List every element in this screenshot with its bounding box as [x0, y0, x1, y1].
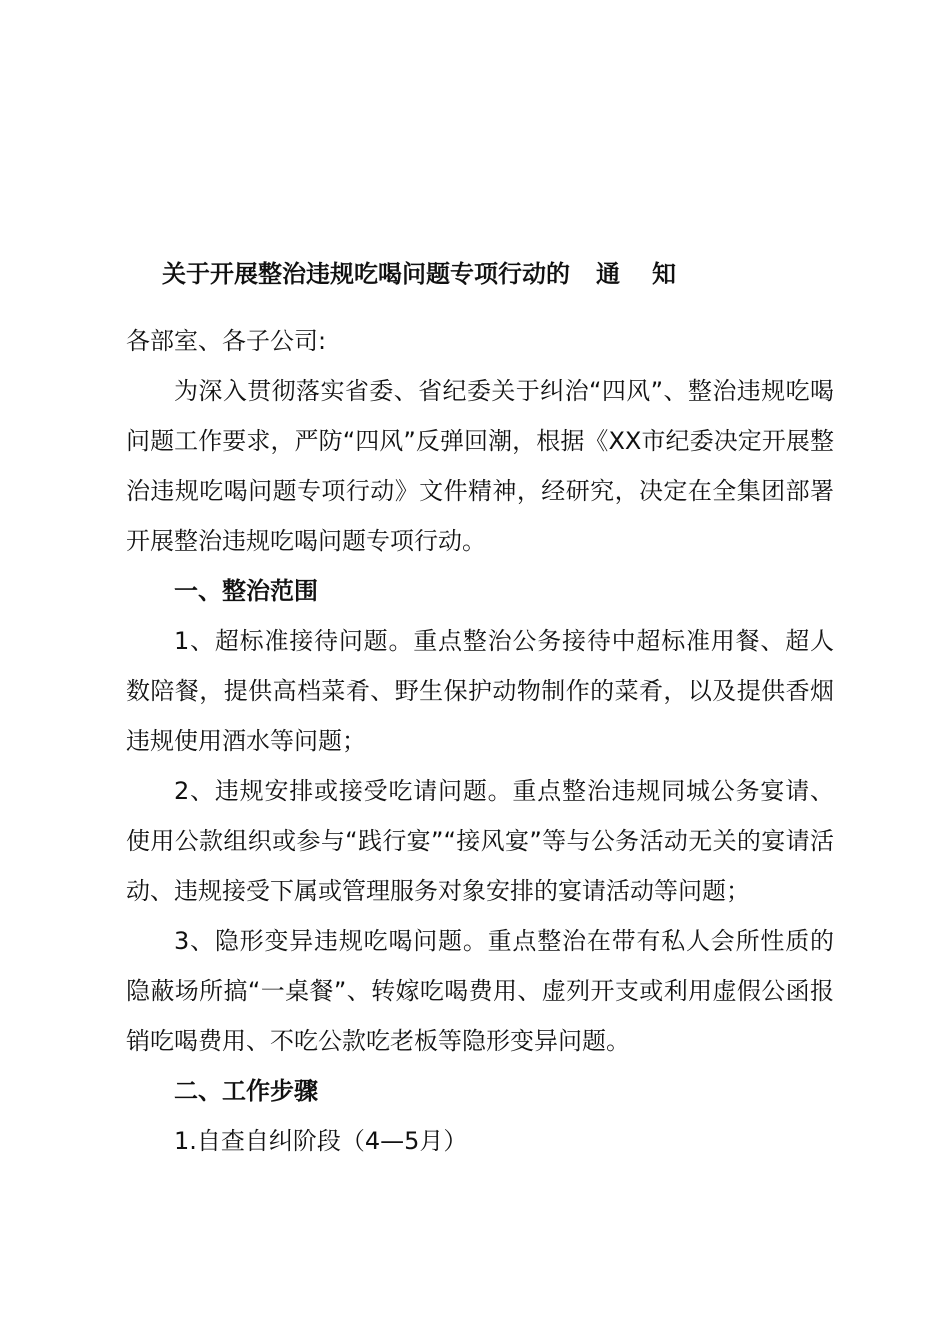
scope-item-2: 2、违规安排或接受吃请问题。重点整治违规同城公务宴请、使用公款组织或参与“践行宴”“接风宴”等与公务活动无关的宴请活动、违规接受下属或管理服务对象安排的宴请活动等问题； [126, 777, 834, 905]
title-notice-char-1: 通 [596, 260, 620, 288]
scope-item-1: 1、超标准接待问题。重点整治公务接待中超标准用餐、超人数陪餐，提供高档菜肴、野生保护动物制作的菜肴，以及提供香烟违规使用酒水等问题； [126, 627, 834, 755]
intro-paragraph: 为深入贯彻落实省委、省纪委关于纠治“四风”、整治违规吃喝问题工作要求，严防“四风”反弹回潮，根据《XX市纪委决定开展整治违规吃喝问题专项行动》文件精神，经研究，决定在全集团部署开展整治违规吃喝问题专项行动。 [126, 377, 834, 555]
steps-item-1: 1.自查自纠阶段（4—5月） [174, 1127, 468, 1155]
title-notice-char-2: 知 [652, 260, 676, 288]
salutation: 各部室、各子公司: [126, 327, 327, 355]
scope-item-3: 3、隐形变异违规吃喝问题。重点整治在带有私人会所性质的隐蔽场所搞“一桌餐”、转嫁吃喝费用、虚列开支或利用虚假公函报销吃喝费用、不吃公款吃老板等隐形变异问题。 [126, 927, 834, 1055]
document-body [126, 316, 834, 1166]
section-heading-scope: 一、整治范围 [174, 577, 318, 605]
document-title [162, 254, 676, 294]
section-heading-steps: 二、工作步骤 [174, 1077, 318, 1105]
title-main-text: 关于开展整治违规吃喝问题专项行动的 [162, 260, 570, 288]
